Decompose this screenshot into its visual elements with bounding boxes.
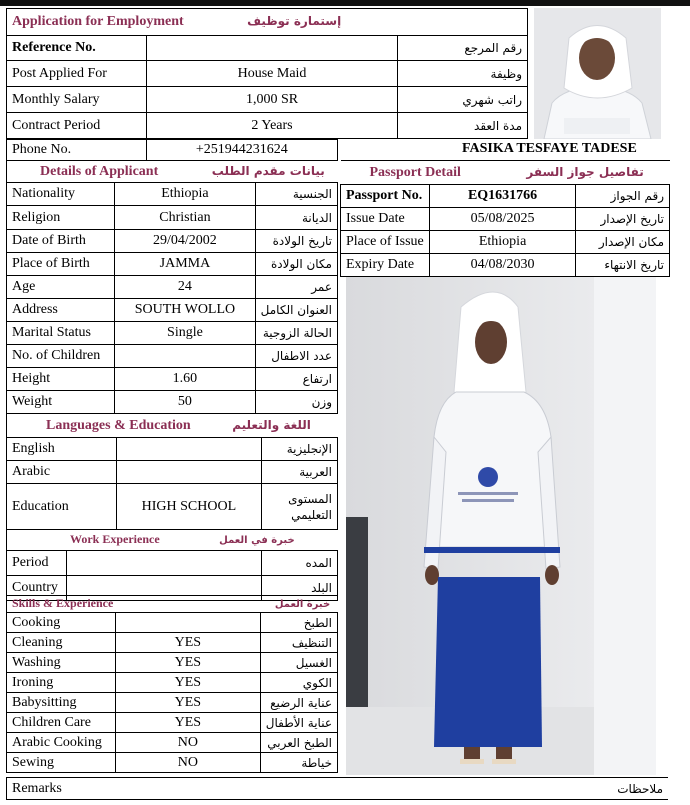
details-title-en: Details of Applicant (40, 163, 159, 179)
field-value (115, 345, 255, 368)
field-value: House Maid (146, 61, 397, 87)
field-label: English (7, 438, 117, 461)
field-value: 2 Years (146, 113, 397, 139)
contract-row (7, 113, 528, 139)
field-label-ar: تاريخ الولادة (255, 230, 337, 253)
field-label: Height (7, 368, 115, 391)
field-value (116, 438, 262, 461)
field-label-ar: الطبخ العربي (260, 733, 337, 753)
field-label: Place of Issue (341, 231, 430, 254)
field-label: Ironing (7, 673, 116, 693)
field-label: Arabic (7, 461, 117, 484)
field-label-ar: المده (262, 551, 338, 576)
salary-row (7, 87, 528, 113)
field-label: Religion (7, 206, 115, 230)
field-label-ar: الديانة (255, 206, 337, 230)
field-label-ar: الإنجليزية (262, 438, 338, 461)
field-label-ar: العنوان الكامل (255, 299, 337, 322)
languages-table (6, 413, 338, 530)
field-value: 05/08/2025 (429, 208, 576, 231)
passport-header (341, 161, 670, 185)
field-value: YES (115, 653, 260, 673)
field-value: 1.60 (115, 368, 255, 391)
field-label-ar: راتب شهري (398, 87, 528, 113)
applicant-full-body-photo (346, 277, 656, 775)
work-header (7, 530, 338, 551)
work-title-ar: خبرة في العمل (219, 535, 295, 546)
form-header (7, 9, 528, 36)
top-info-table (6, 8, 528, 139)
field-label-ar: وظيفة (398, 61, 528, 87)
field-value: 04/08/2030 (429, 254, 576, 277)
field-label-ar: الغسيل (260, 653, 337, 673)
field-value: NO (115, 733, 260, 753)
field-value (115, 613, 260, 633)
field-label: Place of Birth (7, 253, 115, 276)
field-label: Address (7, 299, 115, 322)
details-table (6, 160, 338, 414)
field-value: Ethiopia (115, 183, 255, 206)
field-label-ar: عدد الاطفال (255, 345, 337, 368)
field-label: Country (7, 576, 67, 601)
field-label-ar: الجنسية (255, 183, 337, 206)
field-value: Christian (115, 206, 255, 230)
form-title-en: Application for Employment (12, 14, 184, 29)
field-label-ar: تاريخ الإصدار (576, 208, 670, 231)
field-label-ar: وزن (255, 391, 337, 414)
field-value: 29/04/2002 (115, 230, 255, 253)
field-label: Marital Status (7, 322, 115, 345)
skills-table (6, 595, 338, 773)
field-label-ar: رقم المرجع (398, 36, 528, 61)
field-value: Single (115, 322, 255, 345)
reference-row (7, 36, 528, 61)
languages-title-ar: اللغة والتعليم (232, 417, 311, 432)
field-value: 24 (115, 276, 255, 299)
field-label-ar: عناية الرضيع (260, 693, 337, 713)
field-value: HIGH SCHOOL (116, 484, 262, 530)
remarks-label: Remarks (7, 778, 350, 800)
field-label: Washing (7, 653, 116, 673)
field-label-ar: الطبخ (260, 613, 337, 633)
skills-title-en: Skills & Experience (12, 596, 114, 610)
skills-header (7, 596, 338, 613)
passport-table (340, 160, 670, 277)
field-label: Reference No. (7, 36, 147, 61)
applicant-portrait-photo (534, 8, 661, 139)
work-table (6, 529, 338, 601)
field-label: Education (7, 484, 117, 530)
field-label-ar: التنظيف (260, 633, 337, 653)
languages-title-en: Languages & Education (46, 417, 191, 433)
field-label: Weight (7, 391, 115, 414)
field-value (116, 461, 262, 484)
field-label-ar: مكان الولادة (255, 253, 337, 276)
field-label: Period (7, 551, 67, 576)
details-title-ar: بيانات مقدم الطلب (211, 163, 325, 178)
form-title-ar: إستمارة توظيف (247, 14, 342, 28)
field-label-ar: عمر (255, 276, 337, 299)
field-label-ar: العربية (262, 461, 338, 484)
field-label-ar: المستوى التعليمي (262, 484, 338, 530)
phone-table (6, 139, 338, 161)
post-row (7, 61, 528, 87)
field-value: JAMMA (115, 253, 255, 276)
field-value: YES (115, 633, 260, 653)
languages-header (7, 414, 338, 438)
skills-title-ar: خبرة العمل (274, 599, 331, 610)
details-header (7, 161, 338, 183)
field-value (66, 551, 261, 576)
remarks-table (6, 777, 668, 800)
field-label-ar: الحالة الزوجية (255, 322, 337, 345)
field-label-ar: مدة العقد (398, 113, 528, 139)
field-label: Arabic Cooking (7, 733, 116, 753)
field-label-ar: مكان الإصدار (576, 231, 670, 254)
field-value: YES (115, 673, 260, 693)
remarks-label-ar: ملاحظات (350, 778, 668, 800)
field-label: Babysitting (7, 693, 116, 713)
field-label: Children Care (7, 713, 116, 733)
field-value: 50 (115, 391, 255, 414)
field-label-ar: رقم الجواز (576, 185, 670, 208)
field-label-ar: الكوي (260, 673, 337, 693)
field-value: Ethiopia (429, 231, 576, 254)
field-label-ar: البلد (262, 576, 338, 601)
field-value (146, 36, 397, 61)
top-border (0, 0, 690, 6)
field-value: 1,000 SR (146, 87, 397, 113)
passport-title-ar: تفاصيل جواز السفر (526, 164, 644, 179)
field-label-ar: تاريخ الانتهاء (576, 254, 670, 277)
field-label-ar: عناية الأطفال (260, 713, 337, 733)
work-title-en: Work Experience (70, 532, 160, 546)
field-label: Cooking (7, 613, 116, 633)
field-label: Nationality (7, 183, 115, 206)
field-label: Post Applied For (7, 61, 147, 87)
field-value: YES (115, 713, 260, 733)
applicant-full-name: FASIKA TESFAYE TADESE (462, 141, 637, 156)
field-label: Sewing (7, 753, 116, 773)
field-label: Expiry Date (341, 254, 430, 277)
field-label: Issue Date (341, 208, 430, 231)
field-label-ar: ارتفاع (255, 368, 337, 391)
field-label-ar: خياطة (260, 753, 337, 773)
field-label: Date of Birth (7, 230, 115, 253)
field-label: Monthly Salary (7, 87, 147, 113)
full-body-figure-icon (346, 277, 656, 775)
phone-value: +251944231624 (146, 140, 337, 161)
field-label: Passport No. (341, 185, 430, 208)
phone-label: Phone No. (7, 140, 147, 161)
field-label: Cleaning (7, 633, 116, 653)
passport-title-en: Passport Detail (369, 164, 461, 180)
field-value: YES (115, 693, 260, 713)
field-value: SOUTH WOLLO (115, 299, 255, 322)
field-label: No. of Children (7, 345, 115, 368)
passport-number: EQ1631766 (429, 185, 576, 208)
field-label: Age (7, 276, 115, 299)
field-value: NO (115, 753, 260, 773)
field-label: Contract Period (7, 113, 147, 139)
portrait-figure-icon (534, 8, 661, 139)
